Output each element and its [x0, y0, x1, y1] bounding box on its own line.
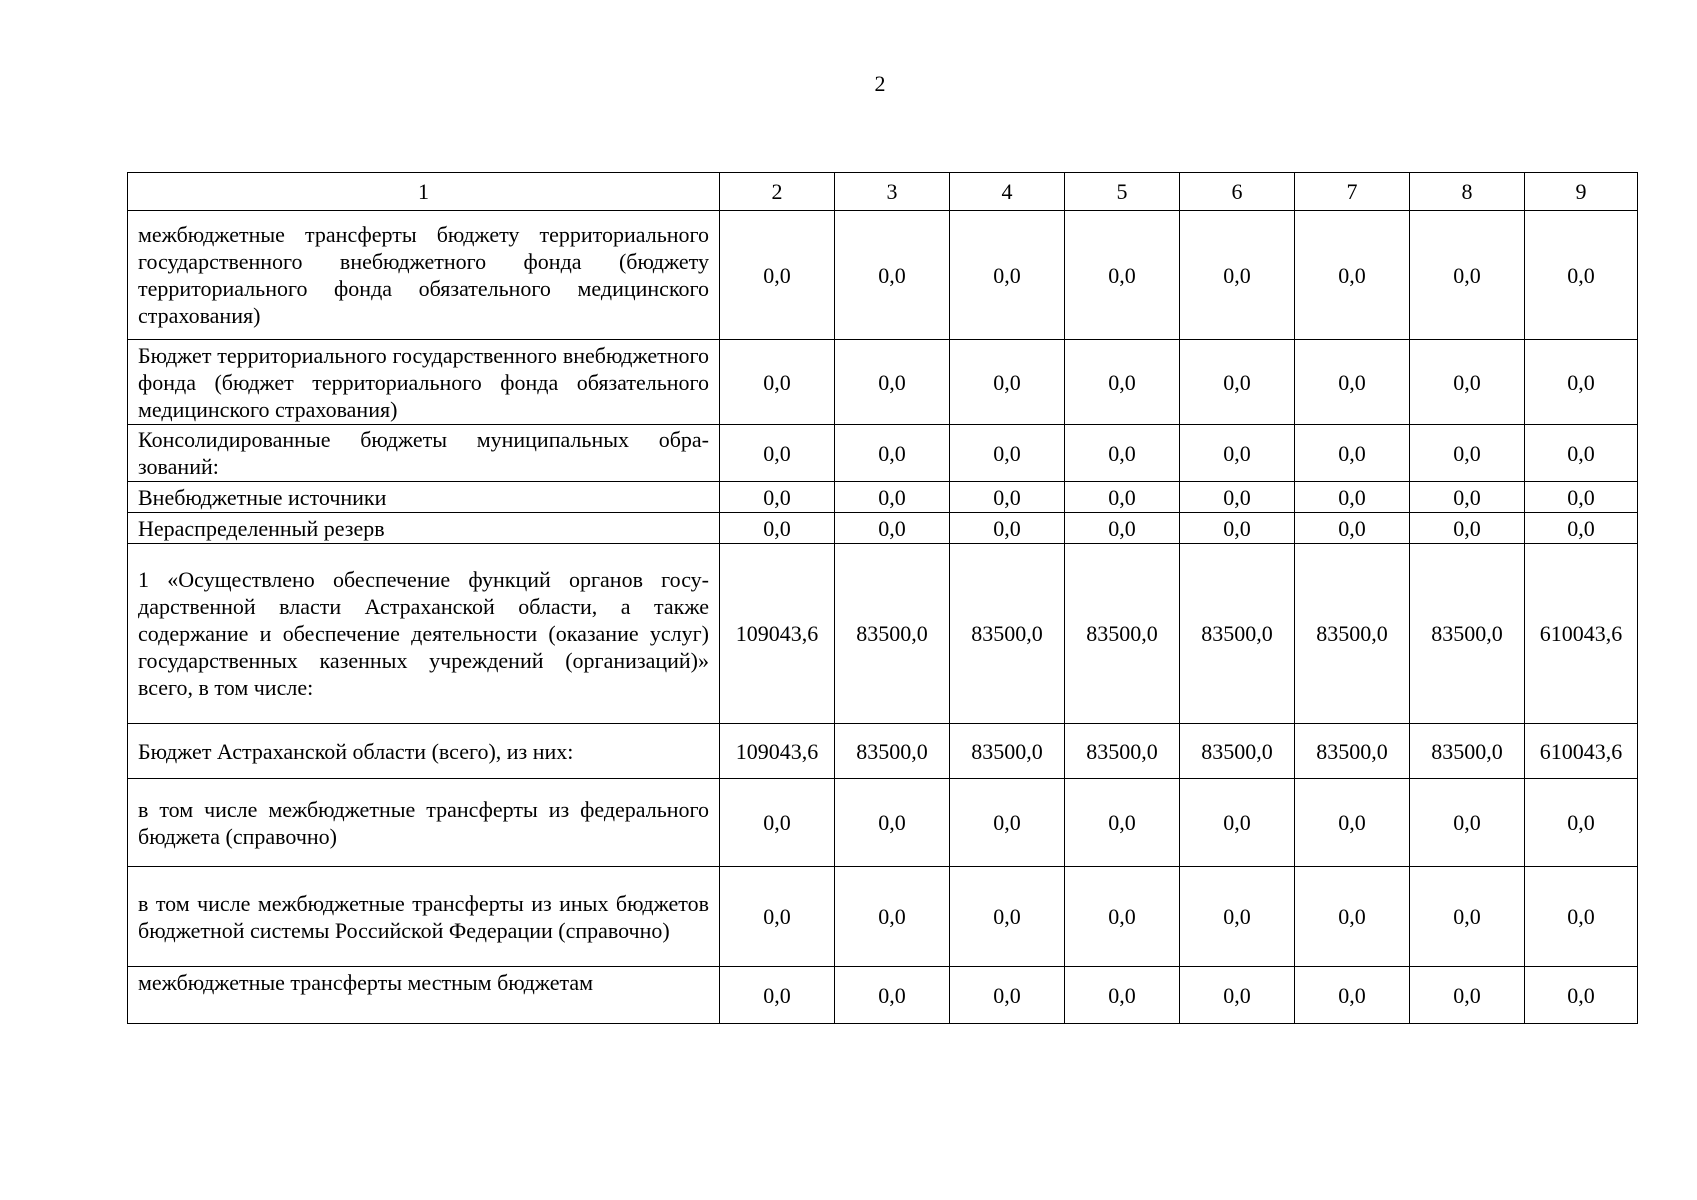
table-row: [128, 425, 1638, 482]
table-cell: 109043,6: [720, 544, 835, 724]
table-cell: 0,0: [720, 482, 835, 513]
table-cell: 0,0: [1410, 513, 1525, 544]
table-cell: 0,0: [1180, 513, 1295, 544]
table-cell: 0,0: [950, 967, 1065, 1024]
row-label: Внебюджетные источники: [128, 482, 720, 513]
table-cell: 0,0: [950, 482, 1065, 513]
table-cell: 0,0: [1065, 867, 1180, 967]
table-cell: 0,0: [835, 482, 950, 513]
table-cell: 0,0: [1525, 779, 1638, 867]
table-cell: 0,0: [1410, 967, 1525, 1024]
column-header: 4: [950, 173, 1065, 211]
table-cell: 0,0: [1525, 513, 1638, 544]
table-cell: 0,0: [720, 211, 835, 340]
table-cell: 83500,0: [835, 724, 950, 779]
table-cell: 0,0: [720, 967, 835, 1024]
table-cell: 83500,0: [950, 724, 1065, 779]
table-cell: 0,0: [1525, 867, 1638, 967]
table-cell: 0,0: [950, 867, 1065, 967]
table-cell: 83500,0: [1180, 544, 1295, 724]
table-row: [128, 211, 1638, 340]
table-cell: 0,0: [1180, 340, 1295, 425]
table-cell: 0,0: [950, 425, 1065, 482]
table-cell: 0,0: [835, 779, 950, 867]
table-cell: 0,0: [1525, 425, 1638, 482]
row-label: Бюджет Астраханской области (всего), из них:: [128, 724, 720, 779]
table-row: [128, 867, 1638, 967]
table-cell: 0,0: [1525, 340, 1638, 425]
table-cell: 0,0: [835, 867, 950, 967]
column-header: 3: [835, 173, 950, 211]
table-cell: 0,0: [1065, 211, 1180, 340]
table-cell: 0,0: [1410, 425, 1525, 482]
table-row: [128, 967, 1638, 1024]
table-row: [128, 724, 1638, 779]
table-cell: 0,0: [1410, 482, 1525, 513]
column-header: 7: [1295, 173, 1410, 211]
table-cell: 83500,0: [1295, 544, 1410, 724]
table-cell: 0,0: [1295, 211, 1410, 340]
column-header: 5: [1065, 173, 1180, 211]
row-label: в том числе межбюджетные трансферты из федерального бюджета (справочно): [128, 779, 720, 867]
table-cell: 0,0: [835, 340, 950, 425]
table-cell: 0,0: [1295, 340, 1410, 425]
table-cell: 0,0: [1180, 779, 1295, 867]
table-cell: 83500,0: [1295, 724, 1410, 779]
table-cell: 610043,6: [1525, 724, 1638, 779]
table-cell: 83500,0: [1410, 724, 1525, 779]
column-header: 8: [1410, 173, 1525, 211]
row-label: в том числе межбюджетные трансферты из иных бюджетов бюджетной системы Российской Федерации (справочно): [128, 867, 720, 967]
table-cell: 0,0: [950, 779, 1065, 867]
table-cell: 0,0: [1180, 425, 1295, 482]
table-header-row: [128, 173, 1638, 211]
table-cell: 83500,0: [1410, 544, 1525, 724]
table-cell: 0,0: [1180, 211, 1295, 340]
budget-table: [127, 172, 1638, 1024]
table-cell: 0,0: [950, 211, 1065, 340]
page-number: 2: [874, 71, 886, 96]
table-row: [128, 482, 1638, 513]
table-cell: 83500,0: [950, 544, 1065, 724]
table-cell: 83500,0: [1065, 724, 1180, 779]
table-cell: 0,0: [1180, 482, 1295, 513]
table-cell: 0,0: [950, 340, 1065, 425]
table-cell: 0,0: [1180, 867, 1295, 967]
table-cell: 0,0: [1525, 482, 1638, 513]
row-label: Бюджет территориального государственного внебюджетного фонда (бюджет территориального фонда обязательного медицинского страхования): [128, 340, 720, 425]
column-header: 6: [1180, 173, 1295, 211]
column-header: 2: [720, 173, 835, 211]
table-cell: 0,0: [835, 211, 950, 340]
table-cell: 83500,0: [1180, 724, 1295, 779]
table-cell: 0,0: [1065, 425, 1180, 482]
table-cell: 0,0: [1525, 967, 1638, 1024]
table-cell: 0,0: [1410, 340, 1525, 425]
table-cell: 0,0: [1295, 425, 1410, 482]
table-row: [128, 779, 1638, 867]
table-cell: 0,0: [720, 513, 835, 544]
table-cell: 0,0: [1295, 779, 1410, 867]
row-label: межбюджетные трансферты местным бюджетам: [128, 967, 720, 1024]
table-cell: 0,0: [950, 513, 1065, 544]
table-cell: 0,0: [1410, 867, 1525, 967]
column-header: 9: [1525, 173, 1638, 211]
table-cell: 0,0: [1295, 513, 1410, 544]
row-label: межбюджетные трансферты бюджету территориального государственного внебюджетного фонда (бюджету территориального фонда обязательного медицинского страхования): [128, 211, 720, 340]
table-cell: 0,0: [1065, 779, 1180, 867]
table-cell: 0,0: [835, 967, 950, 1024]
table-cell: 0,0: [1410, 211, 1525, 340]
column-header: 1: [128, 173, 720, 211]
table-cell: 0,0: [1180, 967, 1295, 1024]
table-row: [128, 340, 1638, 425]
table-cell: 0,0: [720, 867, 835, 967]
table-cell: 0,0: [1065, 967, 1180, 1024]
table-cell: 0,0: [1065, 482, 1180, 513]
table-cell: 0,0: [720, 340, 835, 425]
table-cell: 0,0: [1295, 867, 1410, 967]
table-cell: 0,0: [1295, 482, 1410, 513]
table-cell: 610043,6: [1525, 544, 1638, 724]
table-cell: 0,0: [835, 425, 950, 482]
table-cell: 83500,0: [1065, 544, 1180, 724]
table-cell: 0,0: [1295, 967, 1410, 1024]
table-cell: 0,0: [835, 513, 950, 544]
row-label: 1 «Осуществлено обеспечение функций органов государственной власти Астраханской области, а также содержание и обеспечение деятельности (оказание услуг) государственных казенных учреждений (организаций)» всего, в том числе:: [128, 544, 720, 724]
row-label: Нераспределенный резерв: [128, 513, 720, 544]
table-row: [128, 513, 1638, 544]
table-cell: 0,0: [720, 779, 835, 867]
table-cell: 0,0: [1065, 340, 1180, 425]
table-row: [128, 544, 1638, 724]
table-cell: 0,0: [720, 425, 835, 482]
table-cell: 0,0: [1525, 211, 1638, 340]
row-label: Консолидированные бюджеты муниципальных образований:: [128, 425, 720, 482]
table-cell: 0,0: [1410, 779, 1525, 867]
table-cell: 109043,6: [720, 724, 835, 779]
table-cell: 83500,0: [835, 544, 950, 724]
table-cell: 0,0: [1065, 513, 1180, 544]
